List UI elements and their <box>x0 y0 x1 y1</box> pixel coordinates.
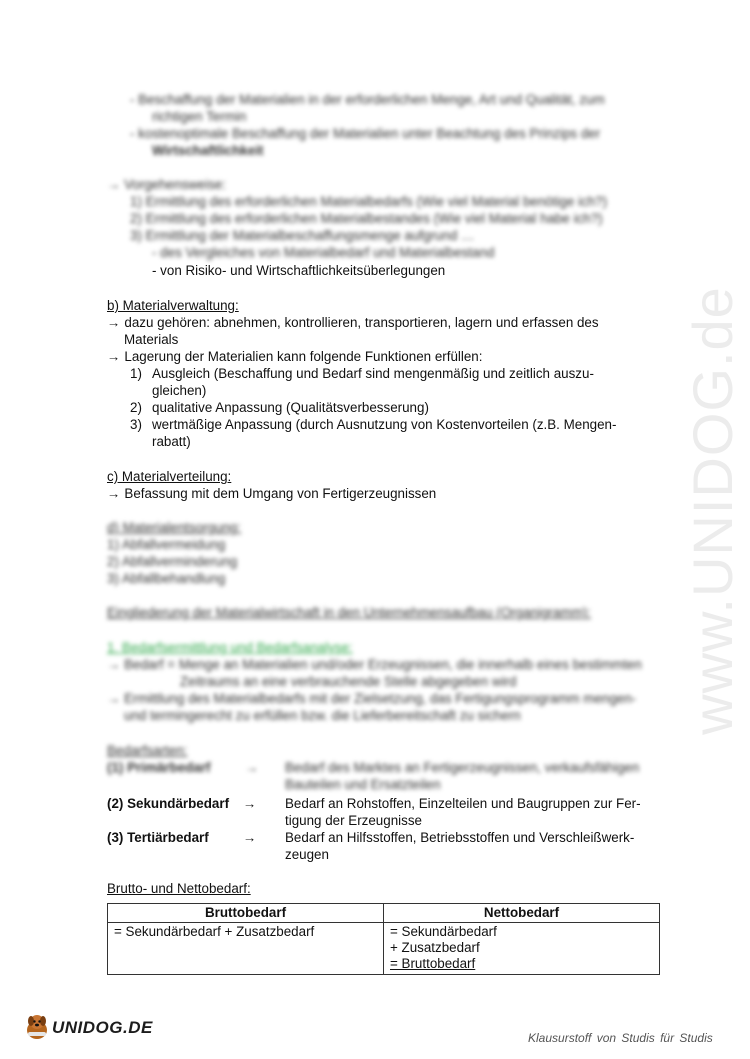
dog-icon <box>22 1012 52 1042</box>
bedarfsart-label: (2) Sekundärbedarf <box>107 796 230 811</box>
column-header-bruttobedarf: Bruttobedarf <box>108 904 384 923</box>
blurred-line: - des Vergleiches von Materialbedarf und Materialbestand <box>152 245 495 260</box>
list-item-text: rabatt) <box>152 434 191 449</box>
watermark <box>662 285 750 735</box>
list-item-text: Ausgleich (Beschaffung und Bedarf sind mengenmäßig und zeitlich auszu- <box>152 366 594 381</box>
blurred-line: richtigen Termin <box>152 109 247 124</box>
section-heading-materialverwaltung: b) Materialverwaltung: <box>107 298 239 313</box>
logo-text: UNIDOG.DE <box>52 1017 153 1037</box>
blurred-line: Bauteilen und Ersatzteilen <box>285 777 441 792</box>
blurred-line: Wirtschaftlichkeit <box>152 143 264 158</box>
arrow-icon: → <box>107 349 121 364</box>
blurred-line: Bedarf des Marktes an Fertigerzeugnissen, verkaufsfähigen <box>285 760 640 775</box>
formula-line: = Sekundärbedarf <box>390 924 497 939</box>
bullet-continuation: Materials <box>124 332 179 347</box>
cell-bruttobedarf <box>108 923 384 975</box>
bullet-point <box>107 314 599 331</box>
blurred-line: → Vorgehensweise: <box>107 177 227 192</box>
cell-nettobedarf <box>384 923 660 975</box>
footer-text: Klausurstoff von Studis für Studis <box>528 1031 713 1045</box>
blurred-line: und termingerecht zu erfüllen bzw. die Lieferbereitschaft zu sichern <box>124 708 521 723</box>
table-header-row <box>108 904 660 923</box>
bullet-text: Befassung mit dem Umgang von Fertigerzeugnissen <box>124 486 437 501</box>
blurred-line: (1) Primärbedarf <box>107 760 211 775</box>
section-heading-materialverteilung: c) Materialverteilung: <box>107 469 232 484</box>
list-item-number: 1) <box>130 366 142 381</box>
column-header-nettobedarf: Nettobedarf <box>384 904 660 923</box>
bedarfsart-desc: Bedarf an Hilfsstoffen, Betriebsstoffen und Verschleißwerk- <box>285 830 635 845</box>
blurred-line: 1) Ermittlung des erforderlichen Materialbedarfs (Wie viel Material benötige ich?) <box>130 194 608 209</box>
bedarfsart-desc: zeugen <box>285 847 329 862</box>
arrow-icon: → <box>243 796 257 811</box>
arrow-icon: → <box>243 830 257 845</box>
watermark-text: www.UNIDOG.de <box>680 285 744 735</box>
blurred-line: - kostenoptimale Beschaffung der Materialien unter Beachtung des Prinzips der <box>130 126 601 141</box>
blurred-line: 3) Ermittlung der Materialbeschaffungsmenge aufgrund … <box>130 228 475 243</box>
blurred-line: Eingliederung der Materialwirtschaft in den Unternehmensaufbau (Organigramm): <box>107 605 591 620</box>
blurred-line: Bedarfsarten: <box>107 743 188 758</box>
bullet-point <box>107 348 482 365</box>
list-item-number: 3) <box>130 417 142 432</box>
blurred-line: 1) Abfallvermeidung <box>107 537 226 552</box>
blurred-arrow: → <box>245 760 259 775</box>
list-item-text: wertmäßige Anpassung (durch Ausnutzung von Kostenvorteilen (z.B. Mengen- <box>152 417 617 432</box>
section-heading-brutto-netto: Brutto- und Nettobedarf: <box>107 881 251 896</box>
table-row <box>108 923 660 975</box>
risk-line: - von Risiko- und Wirtschaftlichkeitsüberlegungen <box>152 263 446 278</box>
unidog-logo <box>22 1012 153 1042</box>
list-item-text: gleichen) <box>152 383 207 398</box>
bedarfsart-label: (3) Tertiärbedarf <box>107 830 209 845</box>
arrow-icon: → <box>107 315 121 330</box>
blurred-line: d) Materialentsorgung: <box>107 520 241 535</box>
blurred-line: 3) Abfallbehandlung <box>107 571 226 586</box>
blurred-line: 2) Ermittlung des erforderlichen Materialbestandes (Wie viel Material habe ich?) <box>130 211 603 226</box>
bullet-text: Lagerung der Materialien kann folgende Funktionen erfüllen: <box>124 349 483 364</box>
bullet-text: dazu gehören: abnehmen, kontrollieren, transportieren, lagern und erfassen des <box>124 315 599 330</box>
blurred-line: → Ermittlung des Materialbedarfs mit der Zielsetzung, das Fertigungsprogramm mengen- <box>107 691 637 706</box>
arrow-icon: → <box>107 486 121 501</box>
list-item-number: 2) <box>130 400 142 415</box>
blurred-line: - Beschaffung der Materialien in der erforderlichen Menge, Art und Qualität, zum <box>130 92 605 107</box>
formula-line: = Bruttobedarf <box>390 956 476 971</box>
bullet-point <box>107 485 436 502</box>
blurred-line: → Bedarf = Menge an Materialien und/oder Erzeugnissen, die innerhalb eines bestimmten <box>107 657 642 672</box>
list-item-text: qualitative Anpassung (Qualitätsverbesserung) <box>152 400 429 415</box>
blurred-line: 2) Abfallverminderung <box>107 554 238 569</box>
bedarfsart-desc: Bedarf an Rohstoffen, Einzelteilen und Baugruppen zur Fer- <box>285 796 641 811</box>
bedarfsart-desc: tigung der Erzeugnisse <box>285 813 422 828</box>
blurred-line: 1. Bedarfsermittlung und Bedarfsanalyse: <box>107 640 353 655</box>
blurred-line: Zeitraums an eine verbrauchende Stelle abgegeben wird <box>180 674 517 689</box>
brutto-netto-table <box>107 903 660 975</box>
formula-line: + Zusatzbedarf <box>390 940 480 955</box>
formula-line: = Sekundärbedarf + Zusatzbedarf <box>114 924 315 939</box>
